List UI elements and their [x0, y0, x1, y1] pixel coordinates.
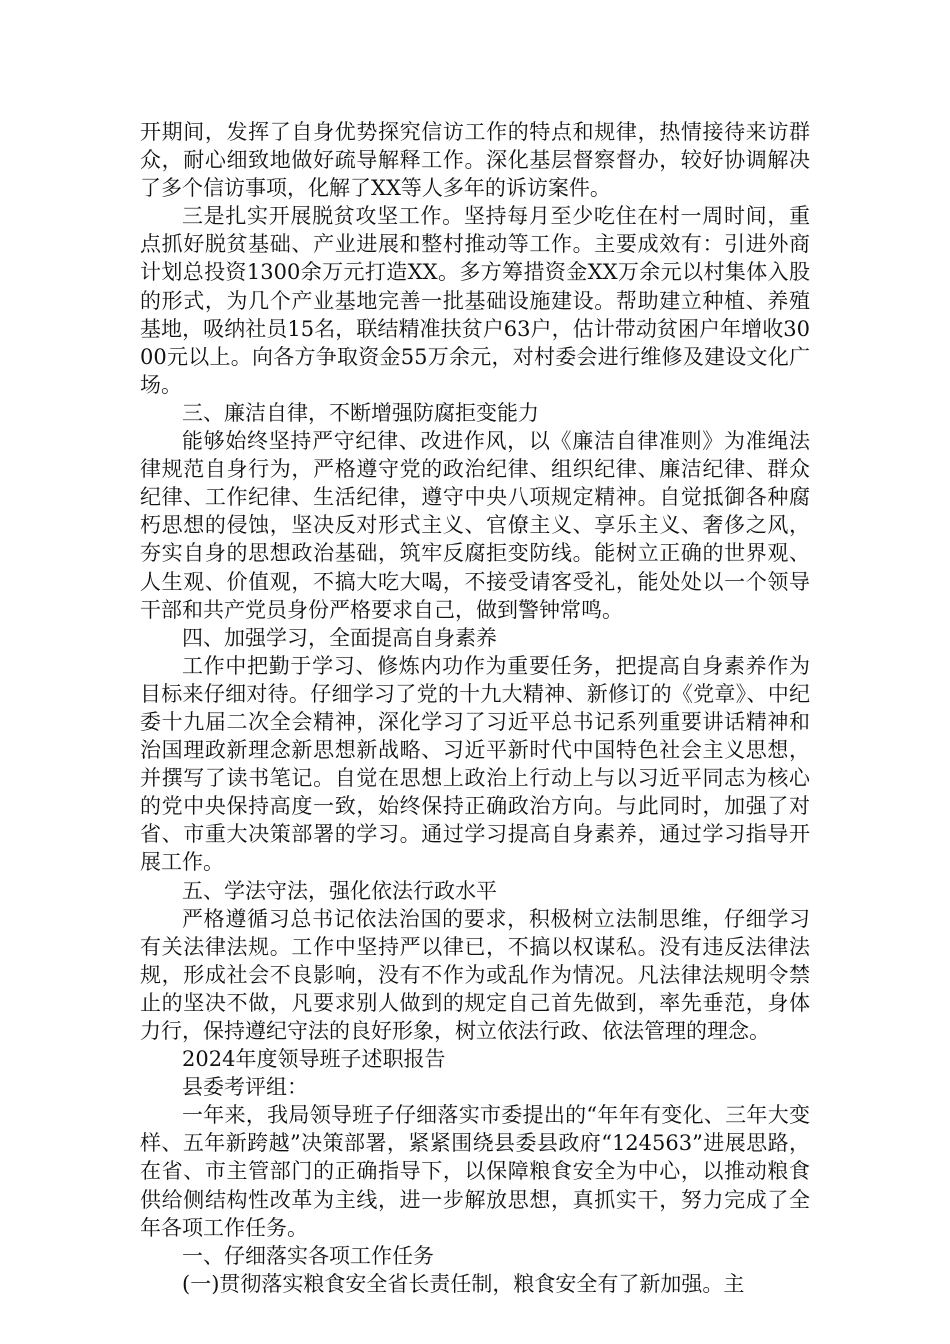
section-heading-law: 五、学法守法，强化依法行政水平: [182, 878, 497, 903]
report-title: 2024年度领导班子述职报告: [182, 1047, 446, 1072]
document-body: [140, 118, 810, 1298]
paragraph-overview: 一年来，我局领导班子仔细落实市委提出的“年年有变化、三年大变样、五年新跨越”决策部署，紧紧围绕县委县政府“124563”进展思路，在省、市主管部门的正确指导下，以保障粮食安全为中心，以推动粮食供给侧结构性改革为主线，进一步解放思想，真抓实干，努力完成了全年各项工作任务。: [140, 1103, 810, 1240]
section-heading-learning: 四、加强学习，全面提高自身素养: [182, 625, 497, 650]
section-heading-tasks: 一、仔细落实各项工作任务: [182, 1243, 434, 1268]
paragraph-integrity: 能够始终坚持严守纪律、改进作风，以《廉洁自律准则》为准绳法律规范自身行为，严格遵守党的政治纪律、组织纪律、廉洁纪律、群众纪律、工作纪律、生活纪律，遵守中央八项规定精神。自觉抵御各种腐朽思想的侵蚀，坚决反对形式主义、官僚主义、享乐主义、奢侈之风，夯实自身的思想政治基础，筑牢反腐拒变防线。能树立正确的世界观、人生观、价值观，不搞大吃大喝，不接受请客受礼，能处处以一个领导干部和共产党员身份严格要求自己，做到警钟常鸣。: [140, 429, 810, 622]
section-heading-integrity: 三、廉洁自律，不断增强防腐拒变能力: [182, 400, 539, 425]
paragraph-learning: 工作中把勤于学习、修炼内功作为重要任务，把提高自身素养作为目标来仔细对待。仔细学习了党的十九大精神、新修订的《党章》、中纪委十九届二次全会精神，深化学习了习近平总书记系列重要讲话精神和治国理政新理念新思想新战略、习近平新时代中国特色社会主义思想，并撰写了读书笔记。自觉在思想上政治上行动上与以习近平同志为核心的党中央保持高度一致，始终保持正确政治方向。与此同时，加强了对省、市重大决策部署的学习。通过学习提高自身素养，通过学习指导开展工作。: [140, 653, 810, 875]
paragraph-continuation: 开期间，发挥了自身优势探究信访工作的特点和规律，热情接待来访群众，耐心细致地做好疏导解释工作。深化基层督察督办，较好协调解决了多个信访事项，化解了XX等人多年的诉访案件。: [140, 120, 810, 201]
paragraph-law: 严格遵循习总书记依法治国的要求，积极树立法制思维，仔细学习有关法律法规。工作中坚持严以律已，不搞以权谋私。没有违反法律法规，形成社会不良影响，没有不作为或乱作为情况。凡法律法规明令禁止的坚决不做，凡要求别人做到的规定自己首先做到，率先垂范，身体力行，保持遵纪守法的良好形象，树立依法行政、依法管理的理念。: [140, 906, 810, 1043]
salutation: 县委考评组：: [182, 1075, 308, 1100]
paragraph-poverty-alleviation: 三是扎实开展脱贫攻坚工作。坚持每月至少吃住在村一周时间，重点抓好脱贫基础、产业进展和整村推动等工作。主要成效有：引进外商计划总投资1300余万元打造XX。多方筹措资金XX万余元以村集体入股的形式，为几个产业基地完善一批基础设施建设。帮助建立种植、养殖基地，吸纳社员15名，联结精准扶贫户63户，估计带动贫困户年增收3000元以上。向各方争取资金55万余元，对村委会进行维修及建设文化广场。: [140, 204, 810, 397]
paragraph-food-security: (一)贯彻落实粮食安全省长责任制，粮食安全有了新加强。主: [182, 1271, 745, 1296]
